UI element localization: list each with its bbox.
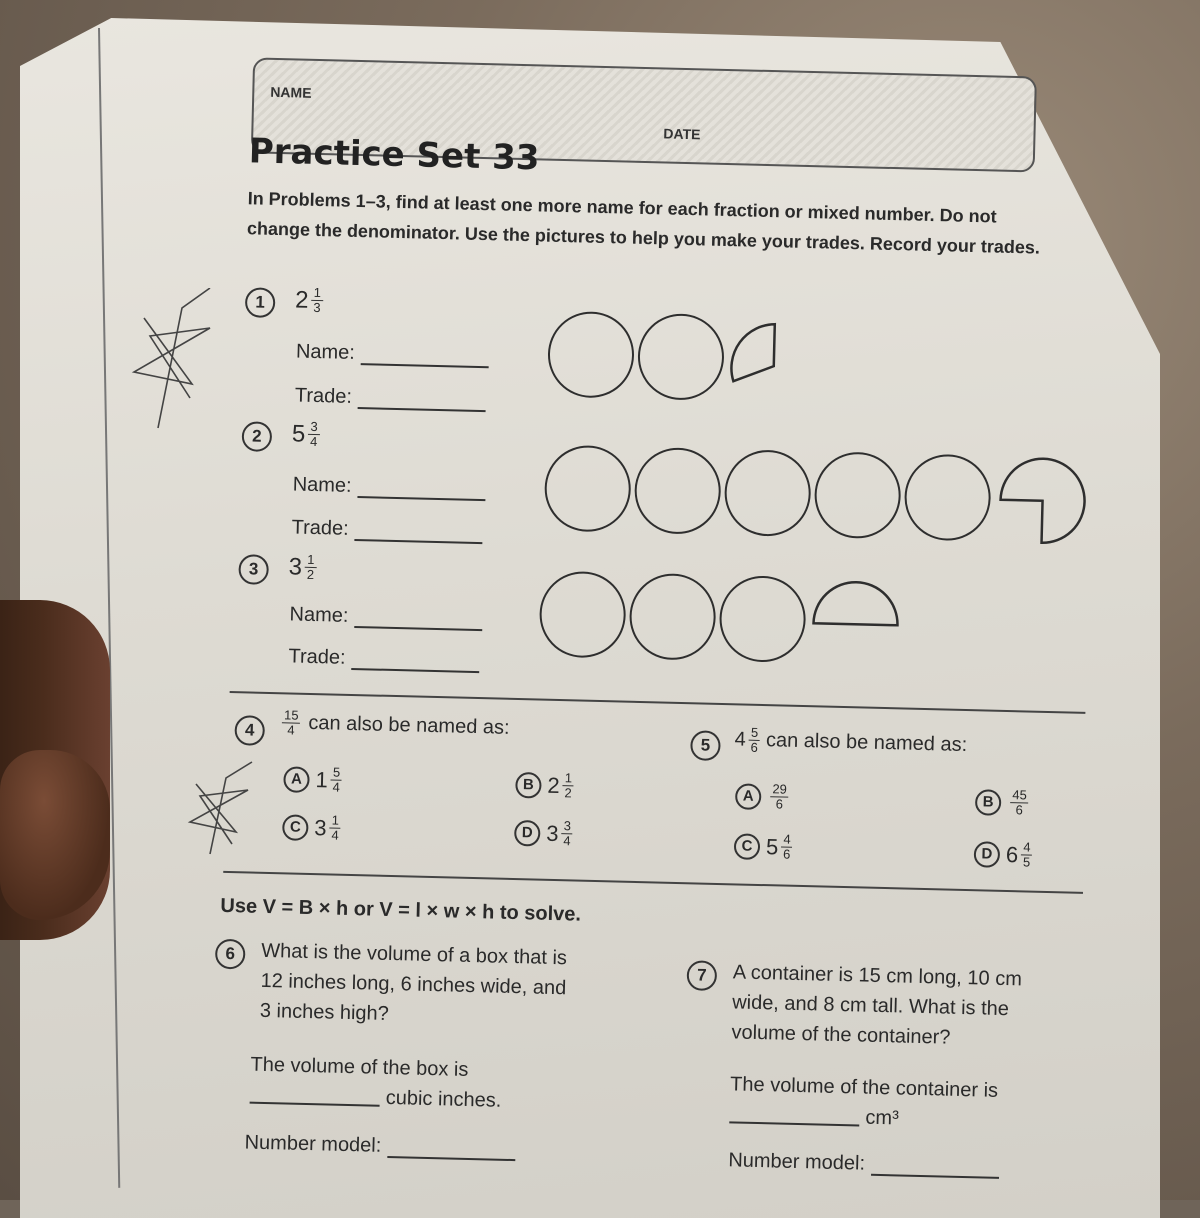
problem-7-text bbox=[731, 957, 1022, 1054]
problem-7-number-model[interactable] bbox=[728, 1149, 999, 1179]
problem-number-1: 1 bbox=[245, 287, 276, 318]
problem-number-7: 7 bbox=[686, 960, 717, 991]
question-text: can also be named as: bbox=[308, 711, 510, 739]
answer-blank[interactable] bbox=[357, 480, 485, 501]
fraction bbox=[748, 726, 760, 755]
problem-number-3: 3 bbox=[238, 554, 269, 585]
denominator: 4 bbox=[563, 833, 571, 849]
whole: 2 bbox=[547, 772, 561, 798]
choice-4b[interactable] bbox=[515, 770, 574, 800]
trade-label: Trade: bbox=[291, 516, 349, 540]
whole-circle bbox=[629, 573, 717, 661]
problem-4-question bbox=[279, 708, 510, 743]
letter-bubble[interactable]: C bbox=[734, 833, 761, 860]
problem-6-answer bbox=[249, 1050, 502, 1116]
whole-circle bbox=[637, 313, 725, 401]
trade-label: Trade: bbox=[294, 384, 353, 408]
answer-blank[interactable] bbox=[354, 610, 482, 631]
whole-circle bbox=[724, 449, 812, 537]
whole: 3 bbox=[288, 552, 303, 581]
numerator: 3 bbox=[562, 819, 574, 834]
letter-bubble[interactable]: D bbox=[514, 819, 541, 846]
question-text: can also be named as: bbox=[765, 729, 968, 757]
denominator: 6 bbox=[775, 796, 784, 812]
numerator: 4 bbox=[781, 833, 793, 848]
section-divider bbox=[223, 871, 1083, 894]
problem-number-2: 2 bbox=[242, 421, 273, 452]
denominator: 5 bbox=[1022, 854, 1031, 870]
instructions: In Problems 1–3, find at least one more name for each fraction or mixed number. Do not change the denominator. Use the pictures to help you make your trades. Record your trades. bbox=[246, 188, 1041, 258]
text-line: 12 inches long, 6 inches wide, and bbox=[260, 969, 567, 1000]
text-line: What is the volume of a box that is bbox=[261, 939, 568, 970]
fraction bbox=[781, 833, 793, 862]
numerator: 3 bbox=[308, 420, 320, 435]
trade-label: Trade: bbox=[288, 645, 346, 669]
letter-bubble[interactable]: D bbox=[974, 841, 1001, 868]
answer-blank[interactable] bbox=[387, 1140, 515, 1161]
date-label: DATE bbox=[663, 125, 701, 143]
fraction bbox=[311, 286, 323, 315]
fraction bbox=[305, 553, 317, 582]
numerator: 1 bbox=[563, 771, 575, 786]
problem-6-text bbox=[259, 936, 567, 1033]
whole-circle bbox=[544, 445, 632, 533]
denominator: 4 bbox=[287, 722, 295, 738]
unit-label: cm³ bbox=[865, 1106, 900, 1130]
fraction bbox=[330, 765, 342, 794]
numerator: 1 bbox=[312, 286, 324, 301]
numerator: 29 bbox=[770, 782, 789, 797]
problem-6-number-model[interactable] bbox=[244, 1131, 515, 1161]
problem-5-question bbox=[734, 725, 967, 760]
whole-circle bbox=[547, 311, 635, 399]
text-line: A container is 15 cm long, 10 cm bbox=[732, 961, 1023, 991]
choice-4d[interactable] bbox=[514, 818, 573, 848]
name-label: Name: bbox=[295, 340, 356, 364]
problem-2-mixed-number bbox=[292, 419, 320, 449]
choice-4a[interactable] bbox=[283, 764, 342, 794]
whole: 1 bbox=[315, 766, 329, 792]
whole-circle bbox=[634, 447, 722, 535]
answer-line bbox=[249, 1080, 501, 1116]
fraction bbox=[308, 420, 320, 449]
whole: 4 bbox=[734, 728, 747, 751]
problem-number-4: 4 bbox=[234, 715, 265, 746]
choice-5a[interactable] bbox=[735, 781, 789, 811]
whole: 5 bbox=[765, 833, 779, 859]
whole: 2 bbox=[294, 285, 309, 314]
unit-label: cubic inches. bbox=[385, 1086, 502, 1112]
choice-5d[interactable] bbox=[974, 839, 1033, 869]
denominator: 4 bbox=[309, 433, 318, 450]
choice-4c[interactable] bbox=[282, 812, 341, 842]
whole: 3 bbox=[314, 814, 327, 840]
fraction bbox=[1010, 788, 1029, 817]
numerator: 5 bbox=[331, 765, 343, 780]
problem-1-trade-field[interactable] bbox=[295, 384, 487, 412]
whole-circle bbox=[539, 571, 627, 659]
answer-blank[interactable] bbox=[354, 523, 482, 544]
answer-blank[interactable] bbox=[361, 347, 489, 368]
fraction bbox=[282, 708, 301, 737]
fraction bbox=[770, 782, 789, 811]
problem-3-mixed-number bbox=[288, 552, 316, 582]
answer-blank[interactable] bbox=[250, 1086, 380, 1107]
letter-bubble[interactable]: B bbox=[975, 789, 1002, 816]
numerator: 4 bbox=[1021, 840, 1033, 855]
problem-7-answer bbox=[729, 1069, 998, 1136]
handwritten-star-mark bbox=[186, 760, 256, 860]
answer-prompt: The volume of the box is bbox=[250, 1053, 469, 1081]
whole-circle bbox=[719, 575, 807, 663]
answer-prompt: The volume of the container is bbox=[729, 1073, 999, 1102]
answer-blank[interactable] bbox=[358, 391, 486, 412]
three-quarter-circle-piece bbox=[995, 454, 1089, 548]
number-model-label: Number model: bbox=[244, 1131, 382, 1157]
problem-1-name-field[interactable] bbox=[296, 341, 489, 369]
problem-1-mixed-number bbox=[295, 285, 323, 315]
number-model-label: Number model: bbox=[728, 1149, 866, 1175]
third-circle-piece bbox=[729, 319, 781, 386]
problem-number-6: 6 bbox=[215, 939, 246, 970]
name-label: NAME bbox=[270, 83, 312, 101]
problem-2-trade-field[interactable] bbox=[291, 516, 483, 544]
fraction bbox=[1021, 840, 1033, 869]
whole: 3 bbox=[545, 820, 559, 846]
choice-5c[interactable] bbox=[734, 831, 793, 861]
choice-5b[interactable] bbox=[975, 787, 1029, 817]
page-title: Practice Set 33 bbox=[248, 131, 540, 179]
denominator: 6 bbox=[1015, 802, 1024, 818]
denominator: 2 bbox=[564, 785, 572, 801]
name-label: Name: bbox=[289, 603, 349, 627]
numerator: 45 bbox=[1010, 788, 1029, 803]
problem-3-name-field[interactable] bbox=[289, 603, 482, 631]
fraction bbox=[329, 813, 341, 842]
half-circle-piece bbox=[809, 579, 902, 631]
problem-number-5: 5 bbox=[690, 730, 721, 761]
fraction bbox=[562, 771, 574, 800]
numerator: 5 bbox=[749, 726, 761, 741]
fraction bbox=[561, 819, 573, 848]
text-line: 3 inches high? bbox=[259, 999, 390, 1025]
denominator: 3 bbox=[313, 299, 321, 316]
denominator: 2 bbox=[306, 566, 315, 583]
denominator: 6 bbox=[750, 739, 758, 755]
numerator: 1 bbox=[305, 553, 317, 568]
numerator: 1 bbox=[330, 813, 342, 828]
denominator: 6 bbox=[782, 846, 791, 862]
letter-bubble[interactable]: A bbox=[283, 766, 310, 793]
letter-bubble[interactable]: B bbox=[515, 771, 542, 798]
problem-2-name-field[interactable] bbox=[292, 473, 485, 501]
denominator: 4 bbox=[331, 827, 339, 843]
numerator: 15 bbox=[282, 708, 301, 723]
text-line: volume of the container? bbox=[731, 1021, 951, 1049]
problem-3-trade-field[interactable] bbox=[288, 645, 480, 673]
answer-blank[interactable] bbox=[351, 652, 479, 673]
handwritten-star-mark bbox=[130, 288, 220, 438]
whole-circle bbox=[904, 453, 992, 541]
denominator: 4 bbox=[332, 779, 341, 795]
name-label: Name: bbox=[292, 473, 352, 497]
answer-blank[interactable] bbox=[729, 1105, 859, 1126]
letter-bubble[interactable]: A bbox=[735, 783, 762, 810]
volume-instruction: Use V = B × h or V = l × w × h to solve. bbox=[220, 894, 582, 926]
whole: 5 bbox=[291, 419, 306, 448]
text-line: wide, and 8 cm tall. What is the bbox=[731, 991, 1010, 1021]
whole: 6 bbox=[1005, 841, 1019, 867]
whole-circle bbox=[814, 451, 902, 539]
answer-blank[interactable] bbox=[871, 1158, 999, 1179]
letter-bubble[interactable]: C bbox=[282, 814, 309, 841]
